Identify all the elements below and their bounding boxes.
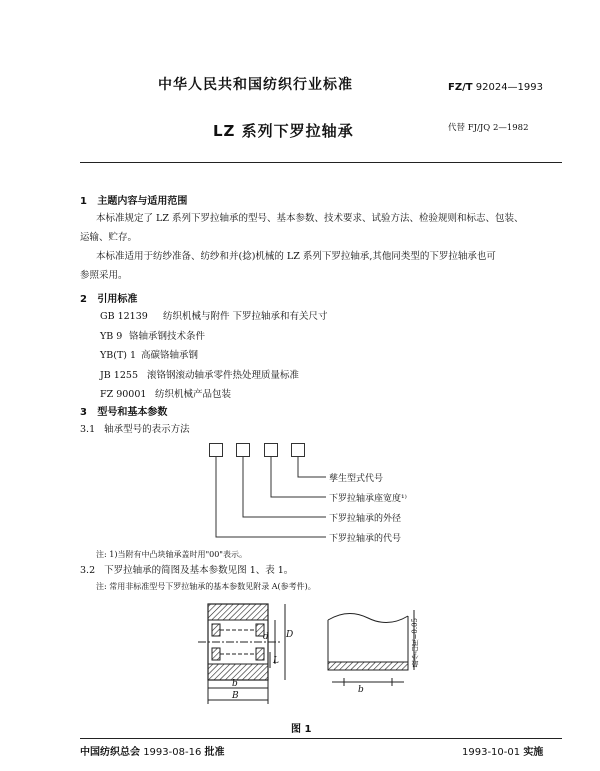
crown-annotation: 最小凸度=0.05 xyxy=(411,618,419,668)
subsection-3-1-title: 轴承型号的表示方法 xyxy=(104,424,190,435)
section-2-heading xyxy=(80,290,137,305)
section-1-number: 1 xyxy=(80,196,87,207)
standard-number xyxy=(448,82,543,93)
section-3-title: 型号和基本参数 xyxy=(97,407,168,418)
reference-item: FZ 90001 纺织机械产品包装 xyxy=(100,389,232,400)
designation-label-1: 孳生型式代号 xyxy=(329,474,384,484)
bearing-section-drawing xyxy=(190,596,310,712)
footer-issue-date: 1993-08-16 xyxy=(143,747,202,758)
designation-label-2: 下罗拉轴承座宽度¹⁾ xyxy=(329,494,407,504)
s1-p2-line2: 参照采用。 xyxy=(80,270,128,281)
reference-item: GB 12139 纺织机械与附件 下罗拉轴承和有关尺寸 xyxy=(100,311,328,322)
reference-item: YB 9 铬轴承钢技术条件 xyxy=(100,330,206,342)
document-title: LZ 系列下罗拉轴承 xyxy=(213,122,354,140)
s1-p1-line1: 本标准规定了 LZ 系列下罗拉轴承的型号、基本参数、技术要求、试验方法、检验规则和标志、包装、 xyxy=(96,213,524,224)
subsection-3-2-text: 下罗拉轴承的简图及基本参数见图 1、表 1。 xyxy=(104,565,294,576)
subsection-3-1-number: 3.1 xyxy=(80,424,96,435)
figure-caption: 图 1 xyxy=(291,724,312,735)
dim-label-L: L xyxy=(273,656,279,666)
standard-code: 92024—1993 xyxy=(475,82,544,93)
designation-label-3: 下罗拉轴承的外径 xyxy=(329,514,402,524)
reference-item: YB(T) 1 高碳铬轴承钢 xyxy=(100,350,199,361)
note-2: 注: 常用非标准型号下罗拉轴承的基本参数见附录 A(参考件)。 xyxy=(96,582,316,591)
subsection-3-2-number: 3.2 xyxy=(80,565,96,576)
s1-p2-line1: 本标准适用于纺纱准备、纺纱和并(捻)机械的 LZ 系列下罗拉轴承,其他同类型的下罗拉轴承也可 xyxy=(96,251,496,262)
section-3-heading xyxy=(80,403,167,418)
standard-prefix: FZ/T xyxy=(448,82,473,93)
dim-label-b: b xyxy=(232,679,238,689)
dim-label-D: D xyxy=(286,630,294,640)
dim-label-d: d xyxy=(263,632,269,642)
reference-list xyxy=(100,307,328,405)
subsection-3-1 xyxy=(80,420,190,439)
footer-issue xyxy=(80,743,225,758)
footer-rule xyxy=(80,738,562,739)
reference-item: JB 1255 滚铬钢滚动轴承零件热处理质量标准 xyxy=(100,369,300,381)
dim-label-b2: b xyxy=(358,685,364,695)
footer-impl-word: 实施 xyxy=(523,747,544,758)
section-2-number: 2 xyxy=(80,294,87,305)
s1-p1-line2: 运输、贮存。 xyxy=(80,232,138,243)
footer-implement xyxy=(462,743,543,758)
subsection-3-2 xyxy=(80,561,293,580)
designation-leader-lines xyxy=(200,455,350,550)
section-2-title: 引用标准 xyxy=(97,294,138,305)
footer-issuer: 中国纺织总会 xyxy=(80,747,140,758)
section-3-number: 3 xyxy=(80,407,87,418)
section-1-heading xyxy=(80,192,187,207)
note-1: 注: 1)当附有中凸块轴承盖时用"00"表示。 xyxy=(96,550,247,559)
replaces-note: 代替 FJ/JQ 2—1982 xyxy=(448,123,529,133)
designation-label-4: 下罗拉轴承的代号 xyxy=(329,534,402,544)
footer-issue-word: 批准 xyxy=(204,747,225,758)
section-1-title: 主题内容与适用范围 xyxy=(97,196,188,207)
org-title: 中华人民共和国纺织行业标准 xyxy=(158,77,353,93)
dim-label-B: B xyxy=(232,691,239,701)
header-rule xyxy=(80,162,562,163)
footer-impl-date: 1993-10-01 xyxy=(462,747,521,758)
